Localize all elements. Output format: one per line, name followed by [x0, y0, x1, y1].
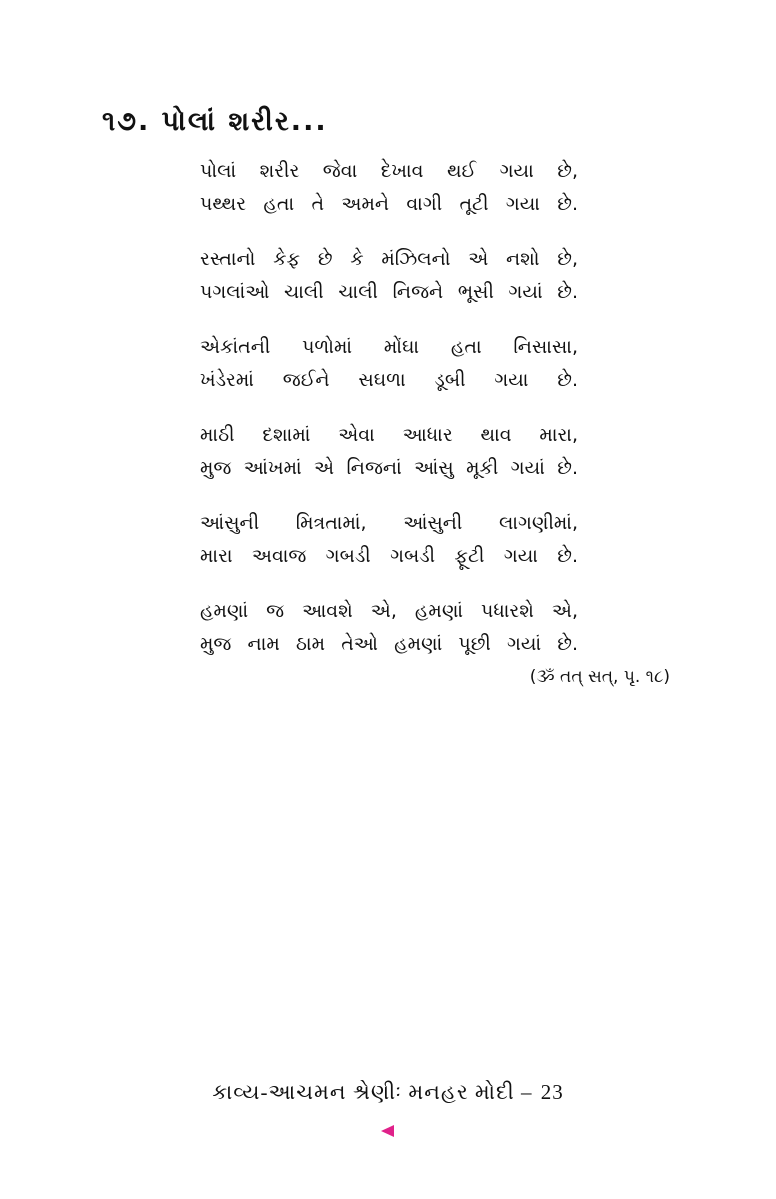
stanza-1: [200, 155, 578, 221]
poem-source-citation: (ૐ તત્ સત્, પૃ. ૧૮): [529, 667, 670, 687]
poem-body: [200, 155, 578, 683]
stanza-2: [200, 243, 578, 309]
poem-line: હમણાં જ આવશે એ, હમણાં પધારશે એ,: [200, 600, 578, 622]
poem-line: મારા અવાજ ગબડી ગબડી ફૂટી ગયા છે.: [200, 545, 578, 567]
poem-line: પગલાંઓ ચાલી ચાલી નિજને ભૂસી ગયાં છે.: [200, 281, 578, 303]
poem-line: પથ્થર હતા તે અમને વાગી તૂટી ગયા છે.: [200, 193, 578, 215]
poem-line: મુજ આંખમાં એ નિજનાં આંસુ મૂકી ગયાં છે.: [200, 457, 578, 479]
poem-line: પોલાં શરીર જેવા દેખાવ થઈ ગયા છે,: [200, 160, 578, 182]
stanza-3: [200, 331, 578, 397]
poem-line: રસ્તાનો કેફ છે કે મંઝિલનો એ નશો છે,: [200, 248, 578, 270]
poem-line: એકાંતની પળોમાં મોંઘા હતા નિસાસા,: [200, 336, 578, 358]
stanza-5: [200, 507, 578, 573]
stanza-4: [200, 419, 578, 485]
page-footer: [0, 1080, 776, 1105]
poem-line: ખંડેરમાં જઈને સઘળા ડૂબી ગયા છે.: [200, 369, 578, 391]
poem-line: માઠી દશામાં એવા આધાર થાવ મારા,: [200, 424, 578, 446]
poem-line: આંસુની મિત્રતામાં, આંસુની લાગણીમાં,: [200, 512, 578, 534]
poem-line: મુજ નામ ઠામ તેઓ હમણાં પૂછી ગયાં છે.: [200, 633, 578, 655]
left-triangle-arrow-icon[interactable]: [381, 1125, 394, 1137]
stanza-6: [200, 595, 578, 661]
poem-title: ૧૭. પોલાં શરીર...: [102, 106, 328, 137]
footer-series-title: કાવ્ય-આચમન શ્રેણીઃ મનહર મોદી –: [212, 1080, 533, 1104]
page-number: 23: [540, 1080, 564, 1104]
